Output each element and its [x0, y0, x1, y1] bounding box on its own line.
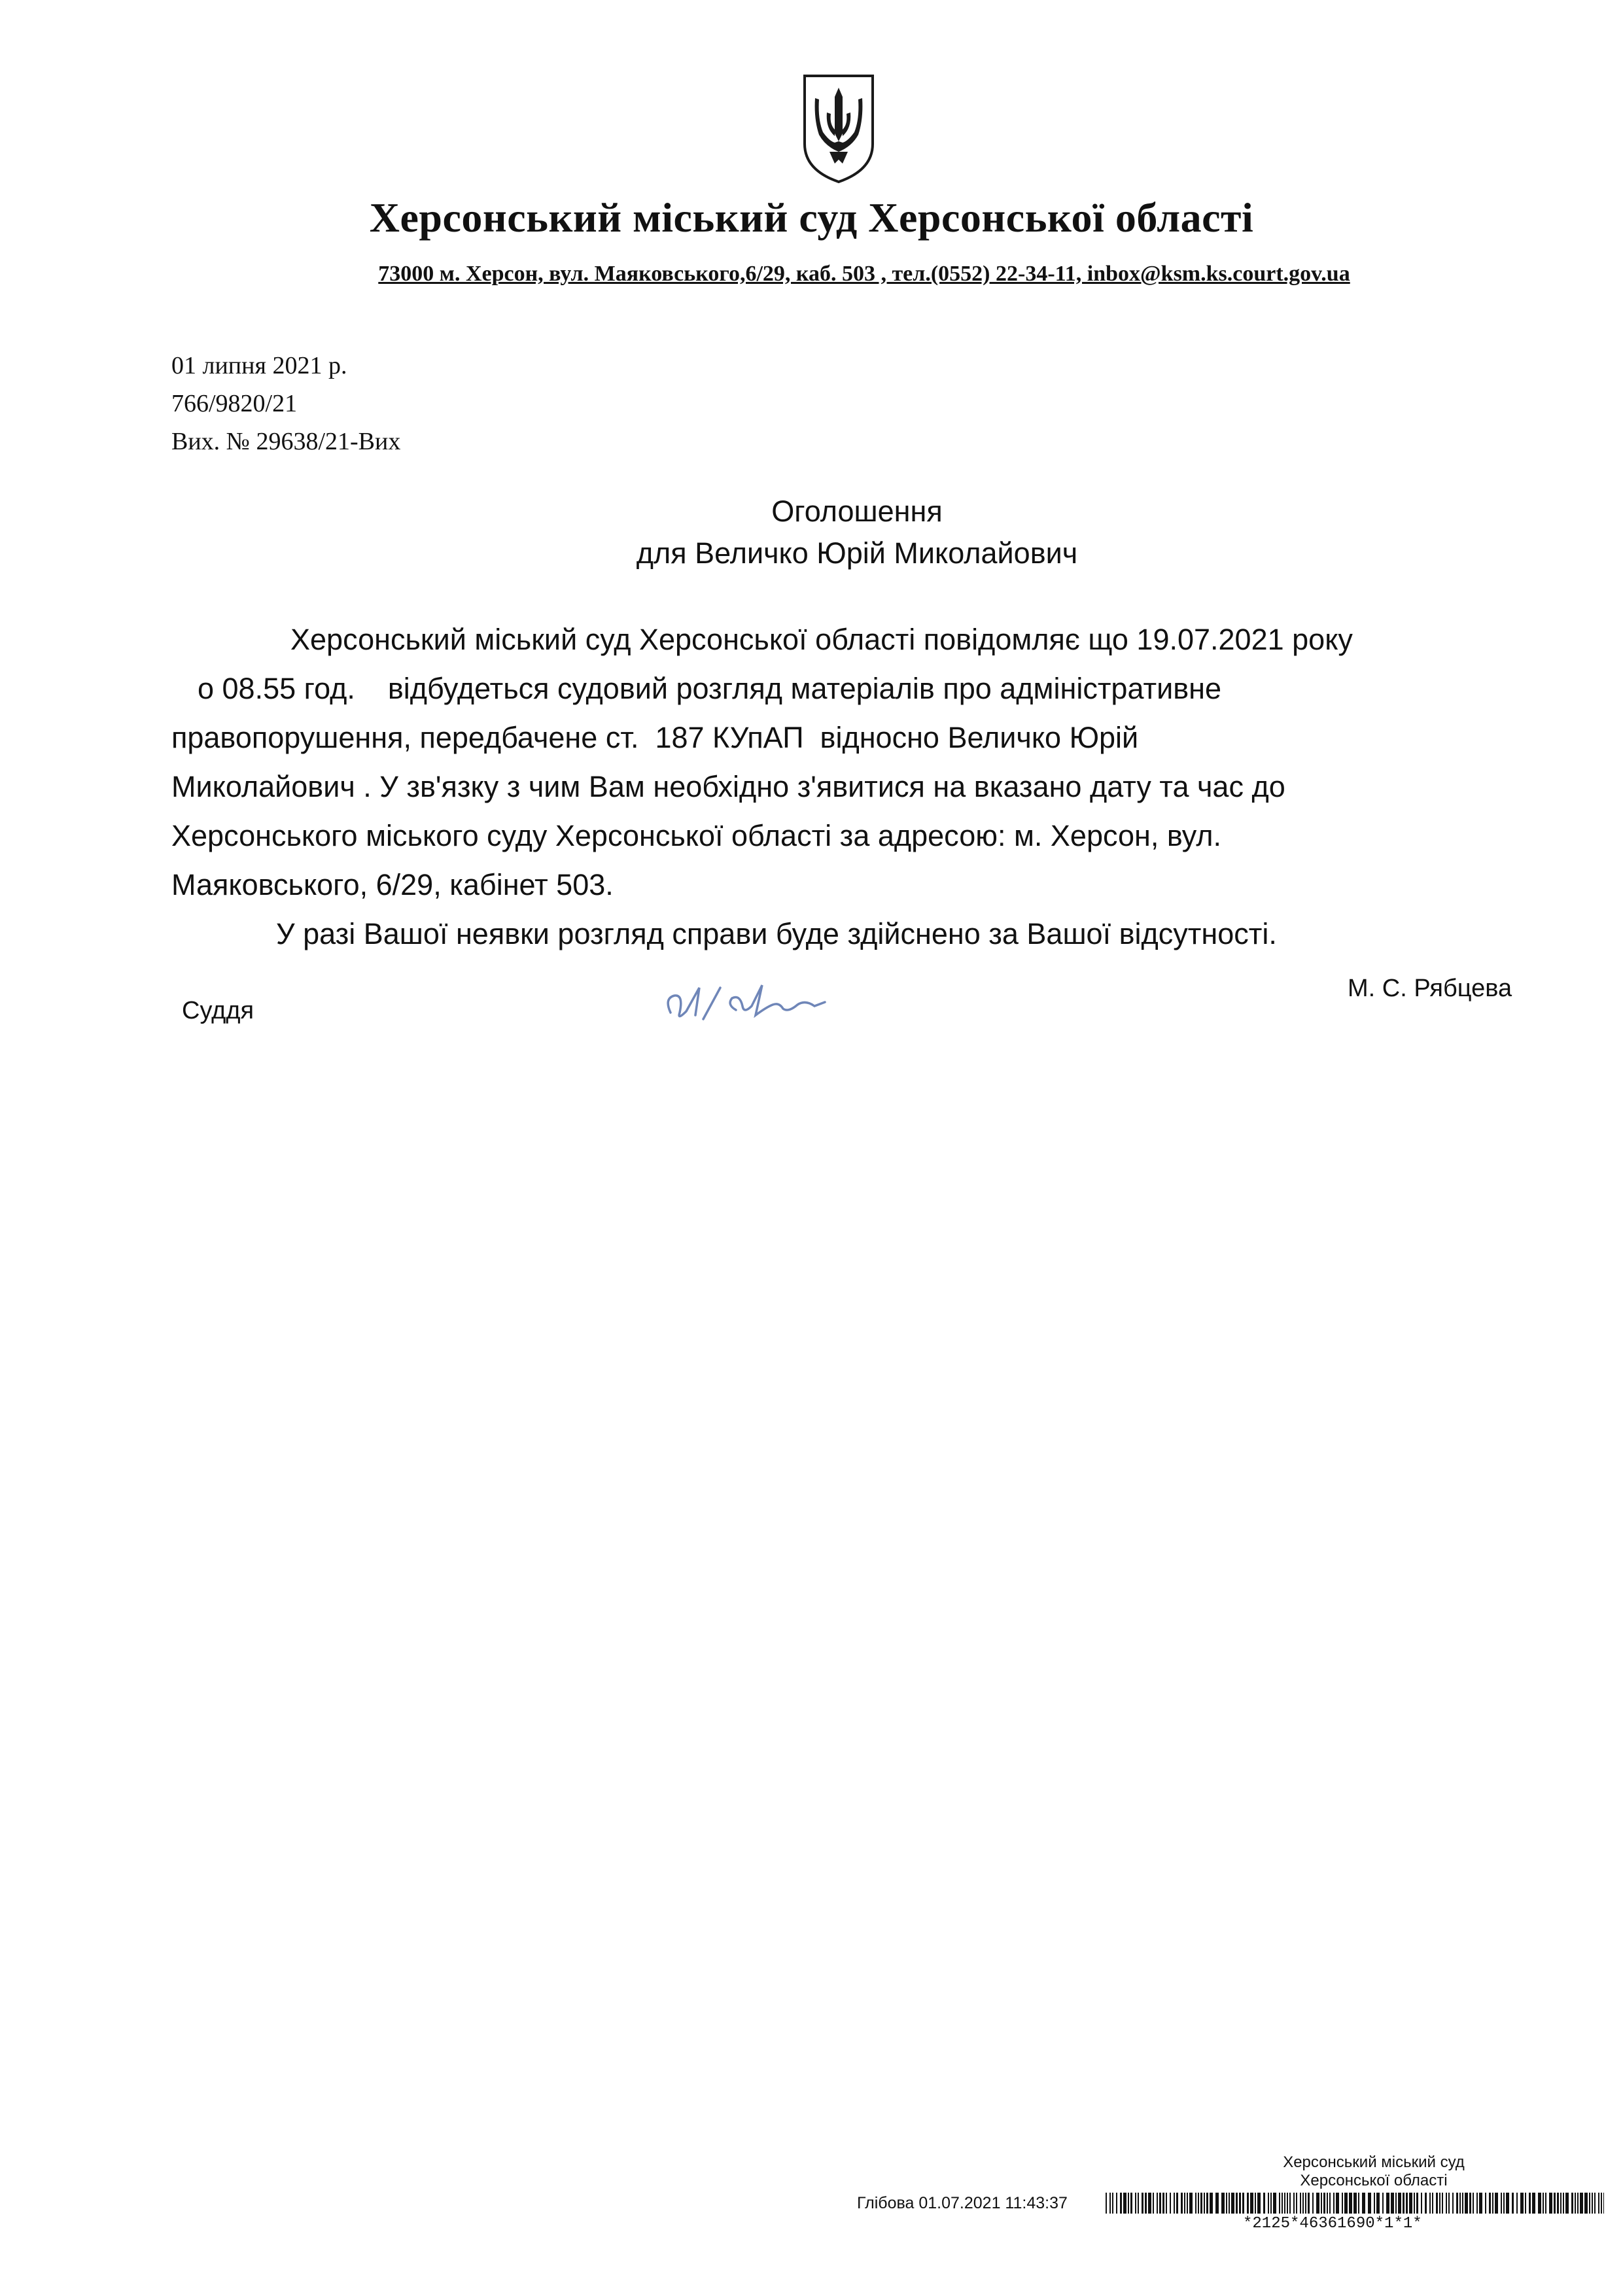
barcode-bar	[1138, 2193, 1139, 2214]
barcode-bar	[1321, 2193, 1322, 2214]
notice-recipient: для Величко Юрій Миколайович	[636, 536, 1078, 570]
barcode-bar	[1501, 2193, 1502, 2214]
barcode-bar	[1358, 2193, 1359, 2214]
barcode-bar	[1323, 2193, 1325, 2214]
barcode-bar	[1353, 2193, 1357, 2214]
notice-body	[171, 615, 1552, 958]
barcode-code: *2125*46361690*1*1*	[1243, 2215, 1422, 2233]
barcode-bar	[1174, 2193, 1175, 2214]
barcode-bar	[1327, 2193, 1328, 2214]
barcode-bar	[1532, 2193, 1535, 2214]
barcode-bar	[1416, 2193, 1418, 2214]
barcode-bar	[1336, 2193, 1339, 2214]
barcode-bar	[1476, 2193, 1478, 2214]
barcode-bar	[1469, 2193, 1471, 2214]
barcode-bar	[1368, 2193, 1371, 2214]
barcode-bar	[1128, 2193, 1129, 2214]
barcode-bar	[1485, 2193, 1486, 2214]
barcode-bar	[1376, 2193, 1380, 2214]
barcode-bar	[1206, 2193, 1208, 2214]
judge-role-label: Суддя	[182, 997, 254, 1024]
barcode-bar	[1538, 2193, 1541, 2214]
barcode-bar	[1247, 2193, 1249, 2214]
barcode-bar	[1268, 2193, 1269, 2214]
barcode-bar	[1255, 2193, 1256, 2214]
barcode-bar	[1406, 2193, 1408, 2214]
barcode-bar	[1344, 2193, 1348, 2214]
barcode-bar	[1571, 2193, 1573, 2214]
barcode-bar	[1382, 2193, 1384, 2214]
judge-name: М. С. Рябцева	[1348, 975, 1512, 1002]
barcode	[1106, 2193, 1604, 2214]
registration-clerk-timestamp: Глібова 01.07.2021 11:43:37	[857, 2194, 1068, 2212]
barcode-bar	[1473, 2193, 1474, 2214]
barcode-bar	[1554, 2193, 1556, 2214]
barcode-bar	[1456, 2193, 1458, 2214]
barcode-bar	[1414, 2193, 1415, 2214]
barcode-bar	[1429, 2193, 1431, 2214]
barcode-bar	[1425, 2193, 1427, 2214]
barcode-bar	[1446, 2193, 1447, 2214]
barcode-bar	[1302, 2193, 1304, 2214]
body-line: Миколайович . У зв'язку з чим Вам необхідно з'явитися на вказано дату та час до	[171, 770, 1285, 803]
barcode-bar	[1333, 2193, 1335, 2214]
court-address-line: 73000 м. Херсон, вул. Маяковського,6/29, каб. 503 , тел.(0552) 22-34-11, inbox@ksm.ks.court.gov.ua	[378, 262, 1350, 286]
barcode-bar	[1391, 2193, 1394, 2214]
barcode-bar	[1545, 2193, 1546, 2214]
barcode-bar	[1176, 2193, 1178, 2214]
case-number: 766/9820/21	[171, 390, 298, 417]
barcode-bar	[1329, 2193, 1331, 2214]
barcode-bar	[1563, 2193, 1564, 2214]
barcode-bar	[1409, 2193, 1412, 2214]
body-line: о 08.55 год. відбудеться судовий розгляд матеріалів про адміністративне	[198, 672, 1222, 705]
barcode-bar	[1520, 2193, 1524, 2214]
barcode-bar	[1580, 2193, 1583, 2214]
barcode-bar	[1386, 2193, 1389, 2214]
trident-coat-of-arms-icon	[799, 73, 878, 184]
barcode-bar	[1503, 2193, 1505, 2214]
barcode-bar	[1592, 2193, 1593, 2214]
barcode-bar	[1195, 2193, 1196, 2214]
barcode-bar	[1525, 2193, 1526, 2214]
barcode-bar	[1452, 2193, 1454, 2214]
barcode-bar	[1305, 2193, 1306, 2214]
barcode-bar	[1273, 2193, 1276, 2214]
barcode-bar	[1403, 2193, 1405, 2214]
court-name-heading: Херсонський міський суд Херсонської області	[369, 194, 1254, 241]
barcode-bar	[1287, 2193, 1288, 2214]
barcode-bar	[1598, 2193, 1599, 2214]
barcode-bar	[1157, 2193, 1158, 2214]
barcode-bar	[1130, 2193, 1132, 2214]
body-line: Херсонський міський суд Херсонської області повідомляє що 19.07.2021 року	[290, 623, 1353, 656]
notice-heading	[0, 491, 1623, 574]
barcode-bar	[1289, 2193, 1291, 2214]
barcode-bar	[1250, 2193, 1253, 2214]
barcode-bar	[1242, 2193, 1244, 2214]
barcode-bar	[1462, 2193, 1463, 2214]
barcode-bar	[1166, 2193, 1167, 2214]
handwritten-signature	[657, 972, 834, 1031]
barcode-bar	[1601, 2193, 1602, 2214]
barcode-bar	[1442, 2193, 1443, 2214]
barcode-bar	[1189, 2193, 1193, 2214]
barcode-bar	[1159, 2193, 1161, 2214]
body-line: У разі Вашої неявки розгляд справи буде здійснено за Вашої відсутності.	[276, 917, 1277, 950]
barcode-bar	[1148, 2193, 1151, 2214]
barcode-bar	[1489, 2193, 1491, 2214]
body-line: Херсонського міського суду Херсонської області за адресою: м. Херсон, вул.	[171, 819, 1222, 852]
barcode-bar	[1120, 2193, 1122, 2214]
barcode-bar	[1215, 2193, 1219, 2214]
barcode-bar	[1135, 2193, 1136, 2214]
barcode-bar	[1479, 2193, 1482, 2214]
barcode-bar	[1112, 2193, 1113, 2214]
barcode-bar	[1284, 2193, 1285, 2214]
barcode-bar	[1439, 2193, 1440, 2214]
stamp-court-line-2: Херсонської області	[1300, 2172, 1448, 2189]
barcode-bar	[1432, 2193, 1433, 2214]
barcode-bar	[1204, 2193, 1205, 2214]
notice-title: Оголошення	[771, 495, 943, 528]
barcode-bar	[1316, 2193, 1319, 2214]
barcode-bar	[1123, 2193, 1126, 2214]
barcode-bar	[1296, 2193, 1297, 2214]
barcode-bar	[1395, 2193, 1397, 2214]
barcode-bar	[1187, 2193, 1188, 2214]
barcode-bar	[1448, 2193, 1450, 2214]
barcode-bar	[1492, 2193, 1493, 2214]
barcode-bar	[1589, 2193, 1590, 2214]
barcode-bar	[1279, 2193, 1280, 2214]
barcode-bar	[1398, 2193, 1401, 2214]
barcode-bar	[1282, 2193, 1283, 2214]
barcode-bar	[1603, 2193, 1604, 2214]
barcode-bar	[1239, 2193, 1241, 2214]
barcode-bar	[1257, 2193, 1261, 2214]
document-date: 01 липня 2021 р.	[171, 352, 347, 379]
barcode-bar	[1184, 2193, 1185, 2214]
barcode-bar	[1300, 2193, 1301, 2214]
barcode-bar	[1459, 2193, 1461, 2214]
barcode-bar	[1153, 2193, 1154, 2214]
barcode-bar	[1529, 2193, 1531, 2214]
barcode-bar	[1229, 2193, 1230, 2214]
barcode-bar	[1584, 2193, 1588, 2214]
body-line: правопорушення, передбачене ст. 187 КУпАП відносно Величко Юрій	[171, 721, 1139, 754]
barcode-bar	[1142, 2193, 1143, 2214]
barcode-bar	[1116, 2193, 1117, 2214]
barcode-bar	[1436, 2193, 1438, 2214]
barcode-bar	[1210, 2193, 1213, 2214]
barcode-bar	[1293, 2193, 1295, 2214]
barcode-bar	[1145, 2193, 1147, 2214]
barcode-bar	[1577, 2193, 1579, 2214]
barcode-bar	[1162, 2193, 1164, 2214]
barcode-bar	[1349, 2193, 1352, 2214]
barcode-bar	[1106, 2193, 1107, 2214]
barcode-bar	[1362, 2193, 1365, 2214]
barcode-bar	[1549, 2193, 1552, 2214]
barcode-bar	[1231, 2193, 1234, 2214]
barcode-bar	[1109, 2193, 1111, 2214]
body-line: Маяковського, 6/29, кабінет 503.	[171, 868, 614, 901]
barcode-bar	[1270, 2193, 1272, 2214]
barcode-bar	[1342, 2193, 1343, 2214]
barcode-bar	[1198, 2193, 1199, 2214]
barcode-bar	[1565, 2193, 1569, 2214]
barcode-bar	[1512, 2193, 1514, 2214]
barcode-bar	[1312, 2193, 1314, 2214]
document-meta	[171, 347, 400, 461]
barcode-bar	[1495, 2193, 1498, 2214]
barcode-bar	[1557, 2193, 1559, 2214]
barcode-bar	[1308, 2193, 1310, 2214]
barcode-bar	[1374, 2193, 1375, 2214]
registration-stamp-court	[1230, 2153, 1518, 2190]
barcode-bar	[1421, 2193, 1422, 2214]
barcode-bar	[1226, 2193, 1227, 2214]
barcode-bar	[1221, 2193, 1225, 2214]
barcode-bar	[1236, 2193, 1238, 2214]
barcode-bar	[1181, 2193, 1183, 2214]
barcode-bar	[1575, 2193, 1576, 2214]
barcode-bar	[1465, 2193, 1468, 2214]
stamp-court-line-1: Херсонський міський суд	[1283, 2153, 1465, 2171]
barcode-bar	[1516, 2193, 1518, 2214]
barcode-bar	[1594, 2193, 1596, 2214]
barcode-bar	[1170, 2193, 1171, 2214]
barcode-bar	[1506, 2193, 1509, 2214]
barcode-bar	[1560, 2193, 1562, 2214]
barcode-bar	[1200, 2193, 1202, 2214]
barcode-bar	[1263, 2193, 1265, 2214]
barcode-bar	[1543, 2193, 1544, 2214]
outgoing-number: Вих. № 29638/21-Вих	[171, 428, 401, 455]
